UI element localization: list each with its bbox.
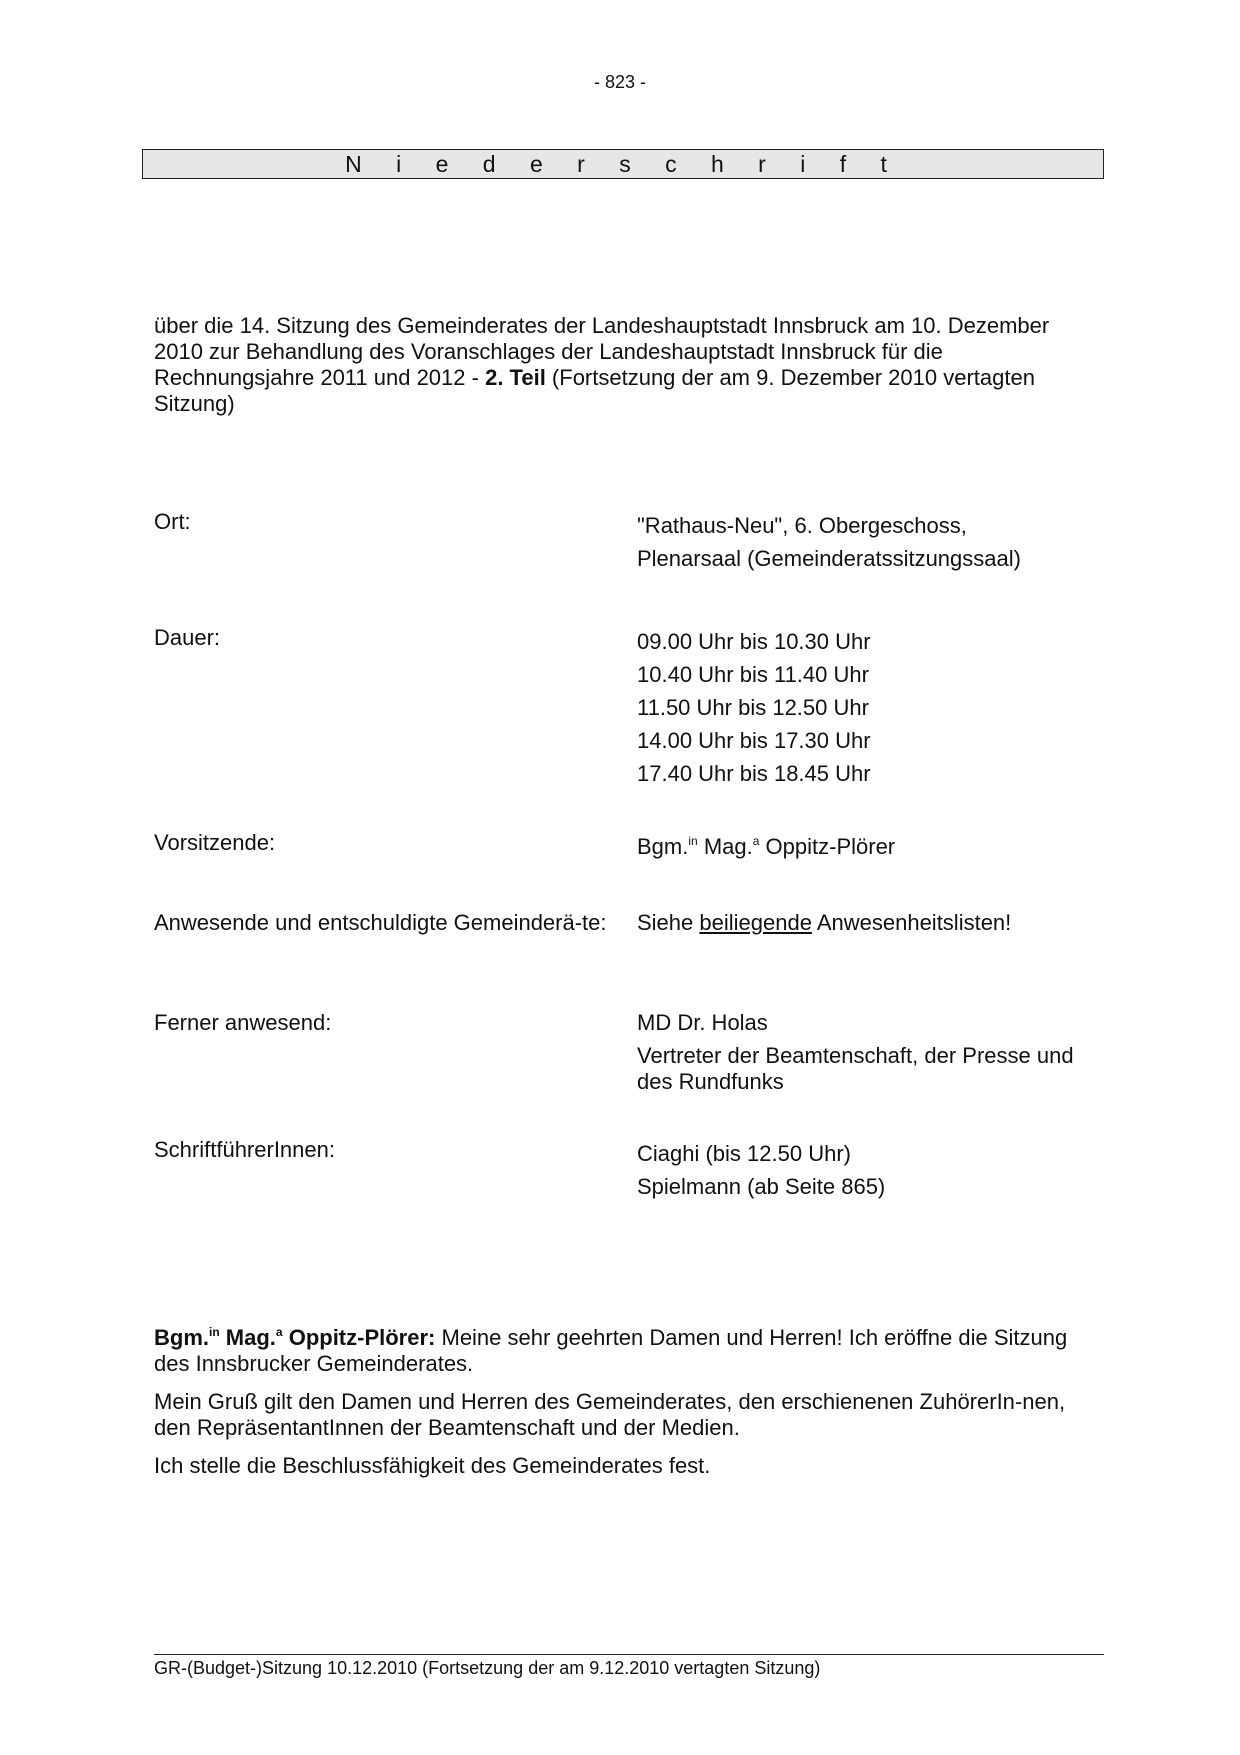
detail-label: SchriftführerInnen:	[154, 1137, 335, 1162]
speaker-title2: Mag.	[219, 1325, 276, 1350]
speech-paragraph-1	[154, 1325, 1104, 1377]
detail-line: 09.00 Uhr bis 10.30 Uhr	[637, 629, 871, 654]
detail-line: 17.40 Uhr bis 18.45 Uhr	[637, 761, 871, 786]
speech-text-1: Meine sehr geehrten Damen und Herren! Ich eröffne die Sitzung des Innsbrucker Gemeinderates.	[154, 1325, 1068, 1376]
intro-bold: 2. Teil	[485, 365, 546, 390]
chair-sup2: a	[752, 834, 760, 848]
page-number: - 823 -	[593, 72, 647, 92]
detail-line: Spielmann (ab Seite 865)	[637, 1174, 886, 1199]
detail-value	[637, 625, 1104, 790]
footer-divider	[154, 1654, 1104, 1655]
speaker-name	[154, 1325, 435, 1350]
detail-value	[637, 1010, 1104, 1095]
detail-line: "Rathaus-Neu", 6. Obergeschoss,	[637, 513, 967, 538]
detail-label: Anwesende und entschuldigte Gemeinderä-te:	[154, 910, 607, 935]
detail-line: Vertreter der Beamtenschaft, der Presse und des Rundfunks	[637, 1043, 1074, 1094]
detail-value	[637, 830, 1104, 863]
speaker-sup1: in	[209, 1325, 220, 1339]
detail-line: 11.50 Uhr bis 12.50 Uhr	[637, 695, 869, 720]
attendance-post: Anwesenheitslisten!	[811, 910, 1012, 935]
speaker-title1: Bgm.	[154, 1325, 209, 1350]
detail-label: Dauer:	[154, 625, 221, 650]
speech-paragraph-2: Mein Gruß gilt den Damen und Herren des Gemeinderates, den erschienenen ZuhörerIn-nen, den RepräsentantInnen der Beamtenschaft und der Medien.	[154, 1389, 1066, 1440]
detail-line: Plenarsaal (Gemeinderatssitzungssaal)	[637, 546, 1021, 571]
detail-label: Vorsitzende:	[154, 830, 276, 855]
intro-text: über die 14. Sitzung des Gemeinderates der Landeshauptstadt Innsbruck am 10. Dezember 2010 zur Behandlung des Voranschlages der Landeshauptstadt Innsbruck für die Rechnungsjahre 2011 und 2012 -	[154, 313, 1050, 390]
chair-sup1: in	[688, 834, 698, 848]
detail-line: Ciaghi (bis 12.50 Uhr)	[637, 1141, 851, 1166]
detail-value	[637, 509, 1104, 575]
speaker-surname: Oppitz-Plörer:	[282, 1325, 436, 1350]
detail-line: MD Dr. Holas	[637, 1010, 768, 1035]
detail-line: 10.40 Uhr bis 11.40 Uhr	[637, 662, 869, 687]
attendance-underlined: beiliegende	[699, 910, 812, 935]
document-title: N i e d e r s c h r i f t	[142, 149, 1104, 179]
detail-label: Ort:	[154, 509, 191, 534]
speaker-sup2: a	[275, 1325, 283, 1339]
intro-paragraph	[154, 313, 1104, 417]
chair-title1: Bgm.	[637, 834, 689, 859]
detail-value	[637, 910, 1104, 936]
footer-text: GR-(Budget-)Sitzung 10.12.2010 (Fortsetzung der am 9.12.2010 vertagten Sitzung)	[154, 1658, 821, 1678]
chair-surname: Oppitz-Plörer	[759, 834, 896, 859]
chair-name	[637, 830, 1104, 863]
attendance-pre: Siehe	[637, 910, 700, 935]
attendance-note	[637, 910, 1104, 936]
detail-label: Ferner anwesend:	[154, 1010, 332, 1035]
detail-value	[637, 1137, 1104, 1203]
detail-line: 14.00 Uhr bis 17.30 Uhr	[637, 728, 871, 753]
speech-paragraph-3: Ich stelle die Beschlussfähigkeit des Gemeinderates fest.	[154, 1453, 711, 1478]
intro-text-end: (Fortsetzung der am 9. Dezember 2010 vertagten Sitzung)	[154, 365, 1035, 416]
chair-title2: Mag.	[697, 834, 753, 859]
